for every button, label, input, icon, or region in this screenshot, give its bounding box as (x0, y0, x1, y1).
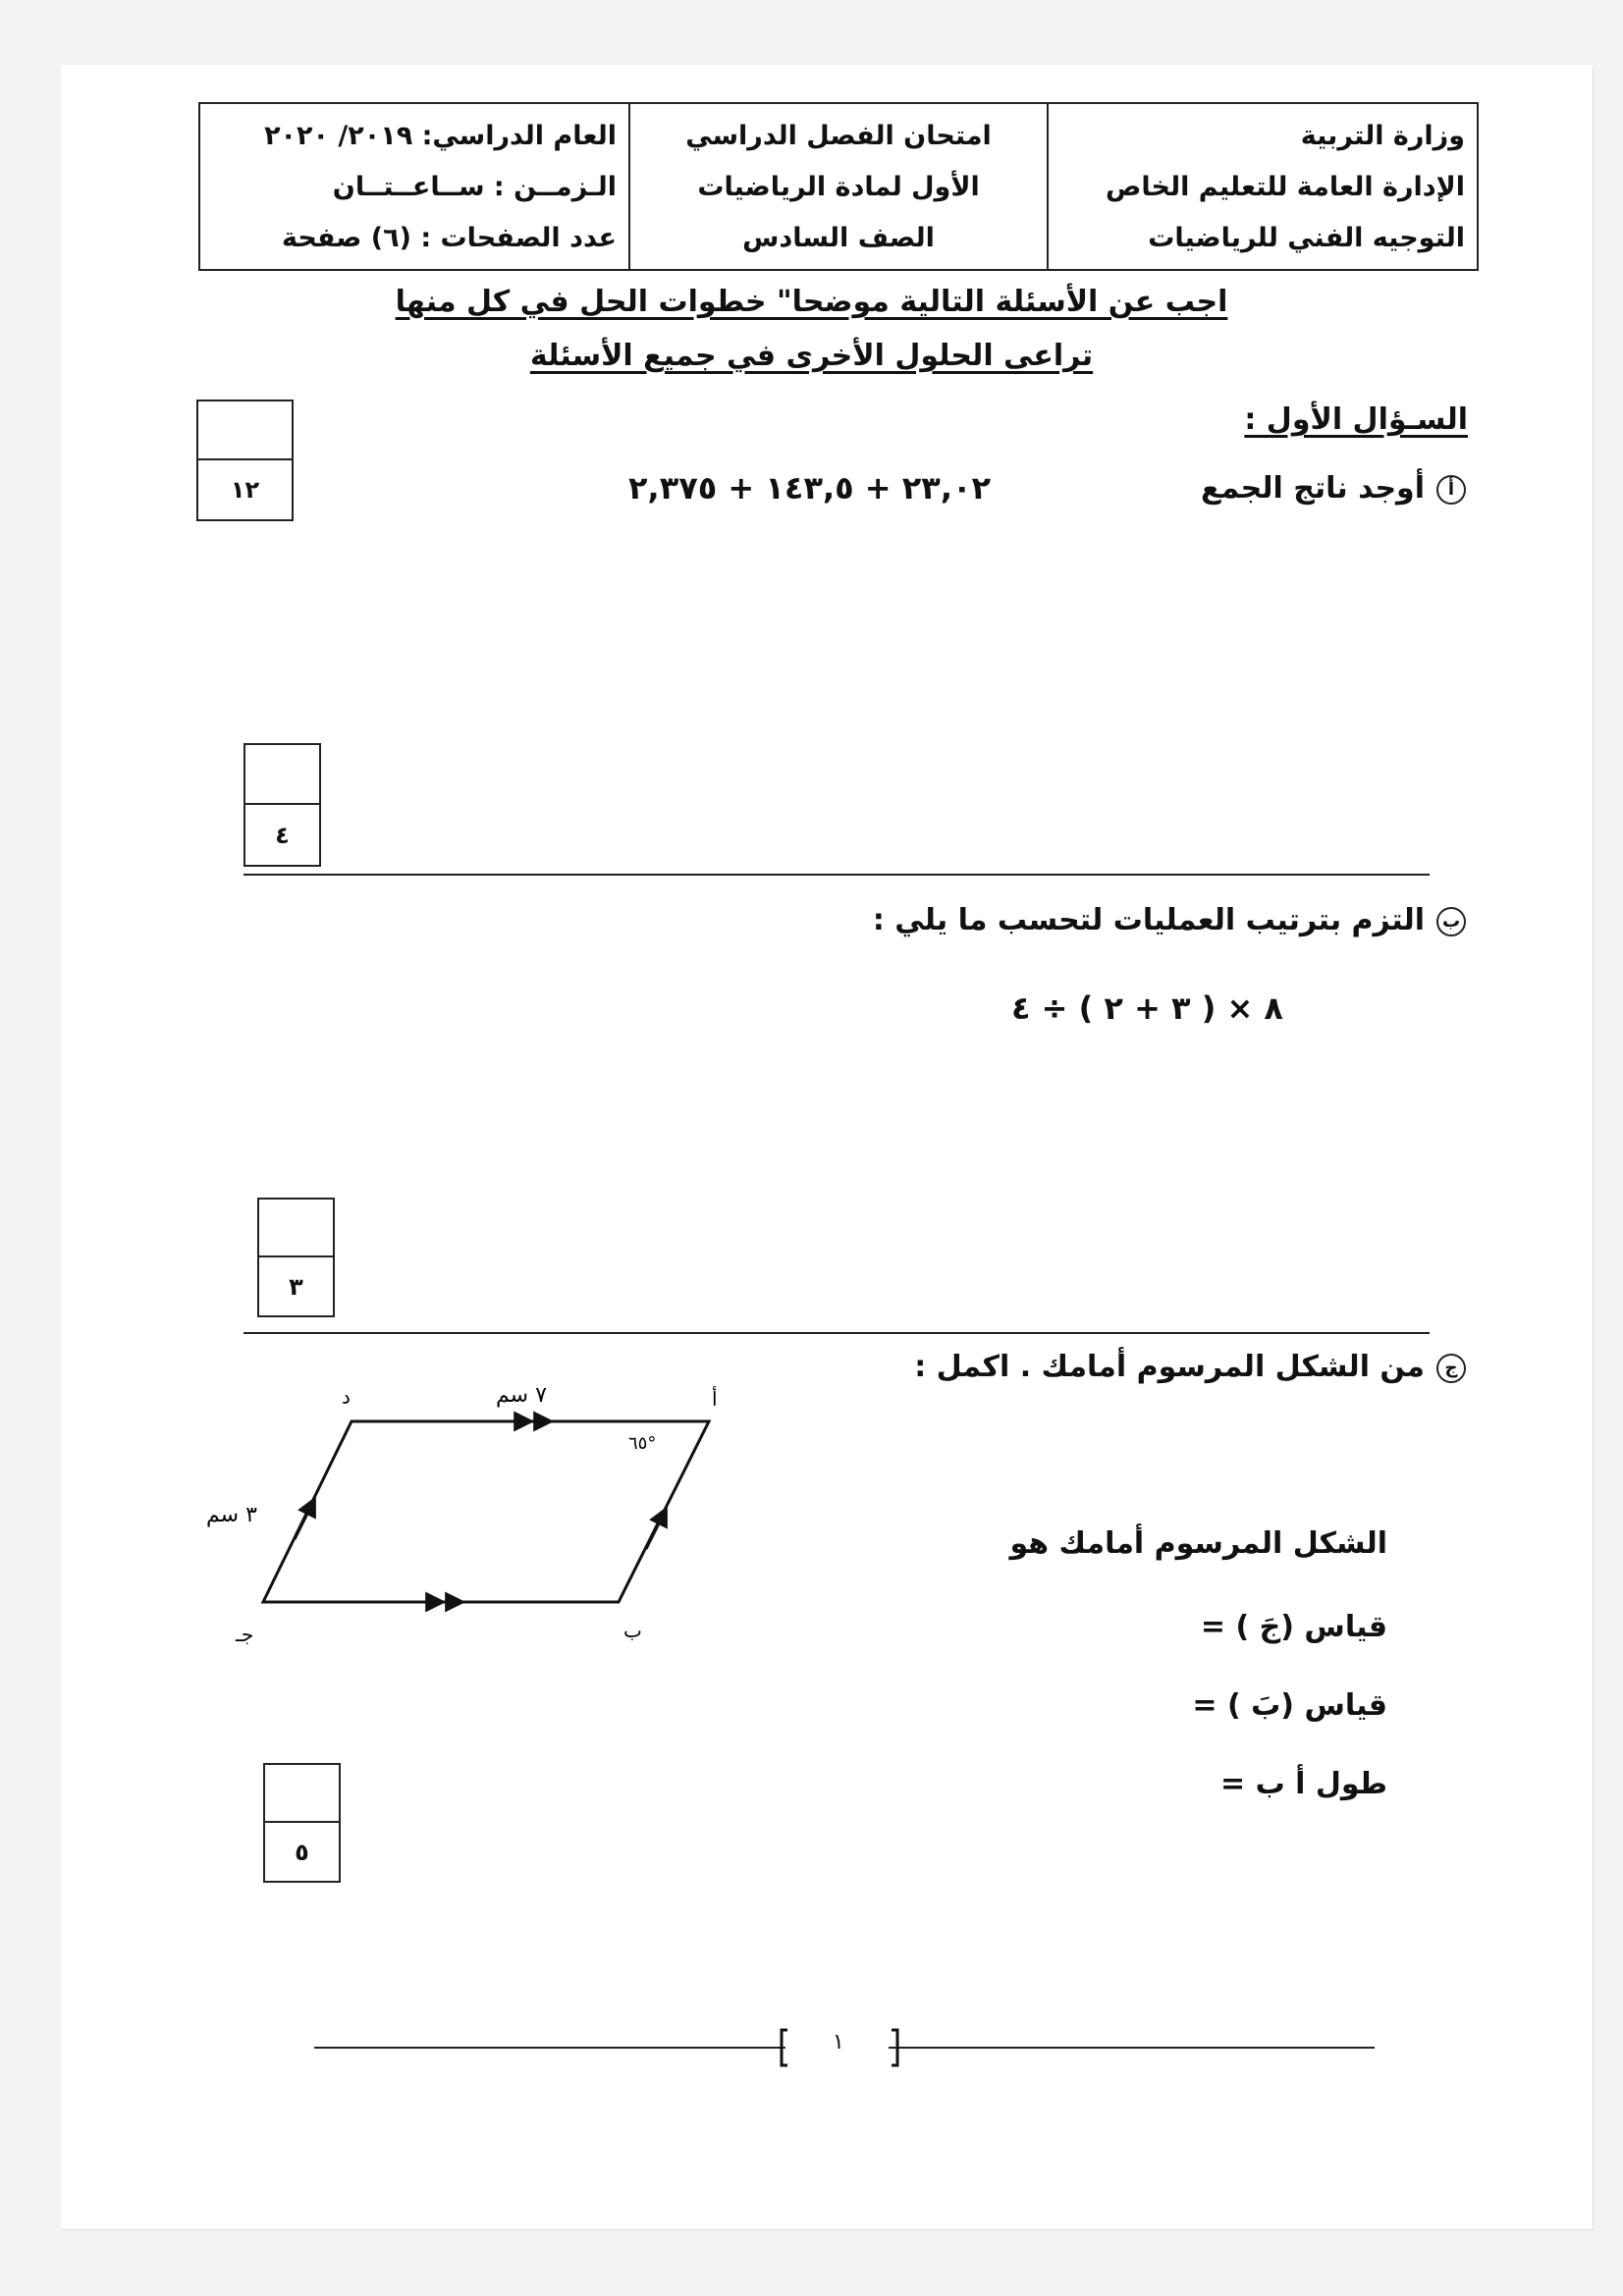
exam-header-table (198, 102, 1479, 271)
part-a-score-box (243, 743, 321, 867)
administration-name: الإدارة العامة للتعليم الخاص (1106, 171, 1465, 202)
part-c-marker: ج (1436, 1354, 1466, 1383)
parallelogram-figure (196, 1374, 746, 1659)
section-divider (243, 874, 1430, 876)
part-b-expression: ٨ × ( ٣ + ٢ ) ÷ ٤ (1011, 989, 1283, 1027)
exam-title: امتحان الفصل الدراسي (685, 120, 992, 151)
header-info-cell (200, 104, 630, 269)
angle-c-line: قياس (جَ ) = (1200, 1610, 1387, 1644)
part-b-score-box (257, 1198, 335, 1317)
page-number: ١ (833, 2030, 844, 2055)
exam-grade: الصف السادس (742, 222, 935, 253)
footer-line-left (314, 2047, 785, 2049)
side-left-length: ٣ سم (206, 1503, 257, 1527)
angle-b-line: قياس (بَ ) = (1192, 1688, 1387, 1723)
part-a-marker: أ (1436, 475, 1466, 505)
score-max: ٤ (275, 821, 290, 849)
exam-page (61, 65, 1593, 2229)
vertex-c-label: جـ (236, 1623, 254, 1646)
header-ministry-cell (1049, 104, 1477, 269)
part-b-prompt: بالتزم بترتيب العمليات لتحسب ما يلي : (873, 903, 1466, 937)
exam-subject: الأول لمادة الرياضيات (697, 171, 980, 202)
score-max: ٣ (289, 1272, 303, 1301)
section-divider (243, 1332, 1430, 1334)
parallel-arrow (295, 1500, 314, 1539)
part-a-prompt: أأوجد ناتج الجمع (1201, 471, 1466, 506)
academic-year: العام الدراسي: ٢٠١٩/ ٢٠٢٠ (264, 120, 617, 151)
department-name: التوجيه الفني للرياضيات (1148, 222, 1465, 253)
part-a-expression: ٢٣,٠٢ + ١٤٣,٥ + ٢,٣٧٥ (628, 469, 992, 507)
part-c-score-box (263, 1763, 341, 1883)
score-max: ٥ (295, 1838, 309, 1866)
shape-name-line: الشكل المرسوم أمامك هو (1009, 1526, 1387, 1561)
score-max: ١٢ (230, 476, 260, 504)
part-c-prompt: جمن الشكل المرسوم أمامك . اكمل : (914, 1350, 1466, 1384)
ministry-name: وزارة التربية (1300, 120, 1465, 151)
instruction-line-1: اجب عن الأسئلة التالية موضحا" خطوات الحل في كل منها (395, 285, 1228, 319)
parallel-arrow (646, 1510, 666, 1549)
page-count: عدد الصفحات : (٦) صفحة (282, 222, 617, 253)
angle-a-measure: ٦٥° (628, 1433, 657, 1454)
footer-line-right (889, 2047, 1375, 2049)
vertex-b-label: ب (623, 1619, 642, 1642)
score-entry-cell (198, 401, 292, 460)
instruction-line-2: تراعى الحلول الأخرى في جميع الأسئلة (529, 339, 1094, 373)
vertex-d-label: د (342, 1385, 351, 1409)
score-entry-cell (265, 1765, 339, 1823)
score-entry-cell (245, 745, 319, 805)
side-top-length: ٧ سم (496, 1383, 547, 1408)
score-entry-cell (259, 1200, 333, 1257)
length-ab-line: طول أ ب = (1220, 1767, 1387, 1801)
question-1-score-box (196, 400, 294, 521)
header-exam-cell (630, 104, 1049, 269)
vertex-a-label: أ (712, 1387, 718, 1411)
part-b-marker: ب (1436, 907, 1466, 936)
question-1-title: السـؤال الأول : (1244, 402, 1468, 437)
exam-duration: الـزمــن : ســاعــتــان (332, 171, 617, 202)
